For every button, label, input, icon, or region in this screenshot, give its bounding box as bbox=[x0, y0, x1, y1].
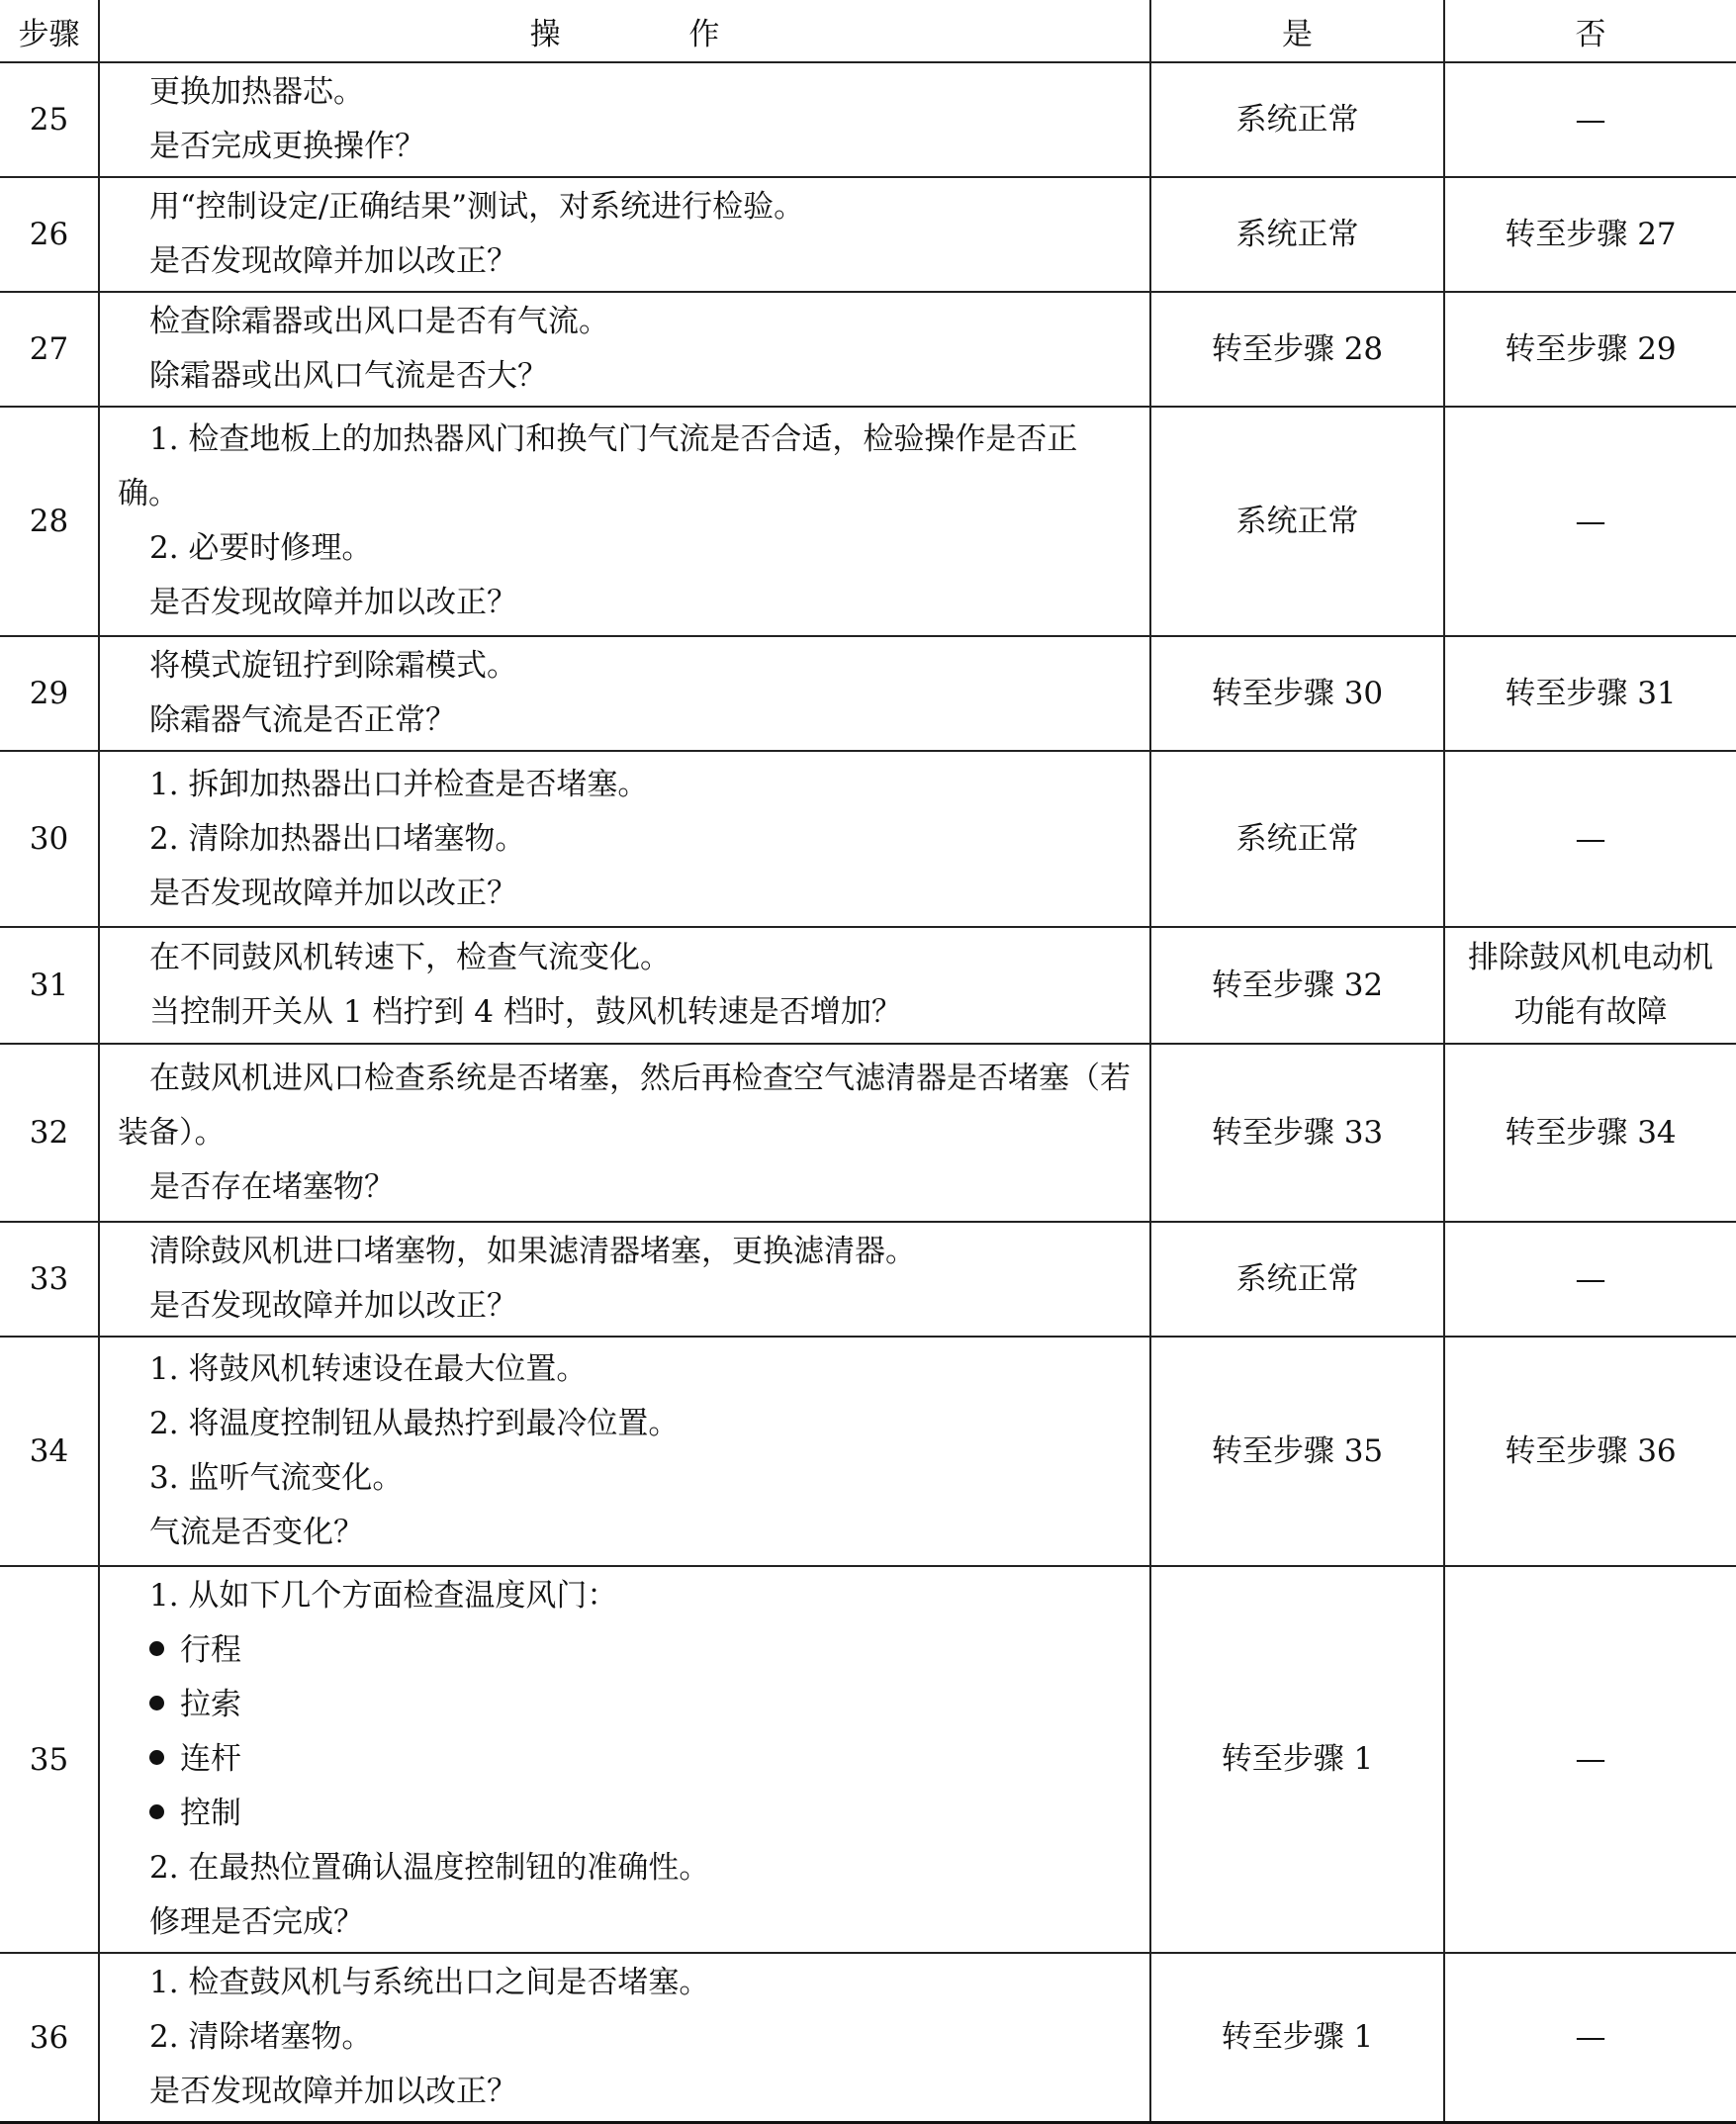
operation-line: 1. 从如下几个方面检查温度风门： bbox=[149, 1578, 618, 1614]
header-yes: 是 bbox=[1150, 0, 1444, 62]
no-result: — bbox=[1444, 62, 1736, 177]
operation-cell bbox=[99, 1222, 1150, 1337]
bullet-text: 连杆 bbox=[180, 1741, 241, 1777]
operation-line: 2. 清除加热器出口堵塞物。 bbox=[149, 820, 526, 857]
operation-cell bbox=[99, 636, 1150, 751]
step-number: 29 bbox=[0, 636, 99, 751]
header-operation: 操 作 bbox=[99, 0, 1150, 62]
no-result: 排除鼓风机电动机功能有故障 bbox=[1444, 927, 1736, 1044]
operation-line: 1. 将鼓风机转速设在最大位置。 bbox=[149, 1351, 588, 1387]
yes-result: 系统正常 bbox=[1150, 407, 1444, 636]
yes-result: 系统正常 bbox=[1150, 751, 1444, 927]
operation-question: 是否发现故障并加以改正？ bbox=[149, 2074, 517, 2109]
bullet-text: 行程 bbox=[180, 1632, 241, 1668]
step-number: 31 bbox=[0, 927, 99, 1044]
operation-question: 除霜器气流是否正常？ bbox=[149, 702, 456, 738]
operation-cell bbox=[99, 62, 1150, 177]
operation-line: 更换加热器芯。 bbox=[149, 74, 364, 110]
step-number: 36 bbox=[0, 1953, 99, 2123]
table-row bbox=[0, 1566, 1736, 1953]
table-row bbox=[0, 407, 1736, 636]
operation-question: 是否存在堵塞物？ bbox=[149, 1168, 395, 1205]
step-number: 32 bbox=[0, 1044, 99, 1222]
step-number: 27 bbox=[0, 292, 99, 407]
table-row bbox=[0, 177, 1736, 292]
operation-line: 2. 在最热位置确认温度控制钮的准确性。 bbox=[149, 1850, 710, 1886]
table-row bbox=[0, 1337, 1736, 1566]
step-number: 33 bbox=[0, 1222, 99, 1337]
table-row bbox=[0, 927, 1736, 1044]
no-result: 转至步骤 36 bbox=[1444, 1337, 1736, 1566]
operation-line: 3. 监听气流变化。 bbox=[149, 1460, 404, 1496]
bullet-item bbox=[118, 1678, 1134, 1732]
header-no: 否 bbox=[1444, 0, 1736, 62]
yes-result: 系统正常 bbox=[1150, 177, 1444, 292]
no-result: 转至步骤 27 bbox=[1444, 177, 1736, 292]
operation-line: 1. 检查地板上的加热器风门和换气门气流是否合适，检验操作是否正确。 bbox=[118, 421, 1078, 511]
bullet-dot-icon bbox=[149, 1750, 164, 1765]
table-row bbox=[0, 751, 1736, 927]
operation-cell bbox=[99, 927, 1150, 1044]
operation-line: 2. 必要时修理。 bbox=[149, 530, 373, 566]
operation-question: 除霜器或出风口气流是否大？ bbox=[149, 358, 548, 394]
operation-line: 清除鼓风机进口堵塞物，如果滤清器堵塞，更换滤清器。 bbox=[149, 1234, 916, 1269]
table-row bbox=[0, 1044, 1736, 1222]
no-result: — bbox=[1444, 1566, 1736, 1953]
header-row bbox=[0, 0, 1736, 62]
yes-result: 转至步骤 33 bbox=[1150, 1044, 1444, 1222]
operation-question: 是否发现故障并加以改正？ bbox=[149, 1288, 517, 1324]
operation-question: 是否发现故障并加以改正？ bbox=[149, 875, 517, 911]
table-row bbox=[0, 1953, 1736, 2123]
operation-cell bbox=[99, 1337, 1150, 1566]
no-result: 转至步骤 31 bbox=[1444, 636, 1736, 751]
operation-line: 将模式旋钮拧到除霜模式。 bbox=[149, 648, 517, 684]
no-result: — bbox=[1444, 1953, 1736, 2123]
no-result: 转至步骤 29 bbox=[1444, 292, 1736, 407]
table-row bbox=[0, 1222, 1736, 1337]
operation-line: 在鼓风机进风口检查系统是否堵塞，然后再检查空气滤清器是否堵塞（若装备）。 bbox=[118, 1060, 1131, 1151]
operation-line: 1. 拆卸加热器出口并检查是否堵塞。 bbox=[149, 766, 649, 802]
bullet-text: 拉索 bbox=[180, 1687, 241, 1722]
operation-question: 是否发现故障并加以改正？ bbox=[149, 585, 517, 620]
yes-result: 转至步骤 32 bbox=[1150, 927, 1444, 1044]
yes-result: 系统正常 bbox=[1150, 62, 1444, 177]
yes-result: 转至步骤 1 bbox=[1150, 1566, 1444, 1953]
operation-cell bbox=[99, 1044, 1150, 1222]
operation-line: 检查除霜器或出风口是否有气流。 bbox=[149, 304, 609, 339]
operation-line: 在不同鼓风机转速下，检查气流变化。 bbox=[149, 940, 671, 975]
operation-line: 2. 清除堵塞物。 bbox=[149, 2019, 373, 2055]
bullet-dot-icon bbox=[149, 1641, 164, 1656]
operation-question: 修理是否完成？ bbox=[149, 1904, 364, 1940]
bullet-item bbox=[118, 1732, 1134, 1787]
operation-question: 当控制开关从 1 档拧到 4 档时，鼓风机转速是否增加？ bbox=[149, 994, 902, 1030]
table-row bbox=[0, 62, 1736, 177]
yes-result: 转至步骤 35 bbox=[1150, 1337, 1444, 1566]
yes-result: 转至步骤 30 bbox=[1150, 636, 1444, 751]
operation-question: 是否完成更换操作？ bbox=[149, 129, 425, 164]
table-row bbox=[0, 636, 1736, 751]
no-result: — bbox=[1444, 407, 1736, 636]
operation-line: 2. 将温度控制钮从最热拧到最冷位置。 bbox=[149, 1406, 680, 1441]
no-result: 转至步骤 34 bbox=[1444, 1044, 1736, 1222]
operation-cell bbox=[99, 407, 1150, 636]
bullet-text: 控制 bbox=[180, 1796, 241, 1831]
operation-line: 用“控制设定/正确结果”测试，对系统进行检验。 bbox=[149, 189, 805, 225]
yes-result: 系统正常 bbox=[1150, 1222, 1444, 1337]
step-number: 25 bbox=[0, 62, 99, 177]
no-result: — bbox=[1444, 751, 1736, 927]
operation-cell bbox=[99, 751, 1150, 927]
operation-cell bbox=[99, 1566, 1150, 1953]
table-row bbox=[0, 292, 1736, 407]
operation-cell bbox=[99, 177, 1150, 292]
step-number: 28 bbox=[0, 407, 99, 636]
bullet-dot-icon bbox=[149, 1804, 164, 1819]
bullet-dot-icon bbox=[149, 1696, 164, 1710]
step-number: 26 bbox=[0, 177, 99, 292]
yes-result: 转至步骤 1 bbox=[1150, 1953, 1444, 2123]
step-number: 35 bbox=[0, 1566, 99, 1953]
step-number: 30 bbox=[0, 751, 99, 927]
step-number: 34 bbox=[0, 1337, 99, 1566]
bullet-item bbox=[118, 1623, 1134, 1678]
no-result: — bbox=[1444, 1222, 1736, 1337]
header-step: 步骤 bbox=[0, 0, 99, 62]
operation-line: 1. 检查鼓风机与系统出口之间是否堵塞。 bbox=[149, 1965, 710, 2000]
operation-question: 气流是否变化？ bbox=[149, 1515, 364, 1550]
bullet-item bbox=[118, 1787, 1134, 1841]
yes-result: 转至步骤 28 bbox=[1150, 292, 1444, 407]
operation-question: 是否发现故障并加以改正？ bbox=[149, 243, 517, 279]
operation-cell bbox=[99, 292, 1150, 407]
operation-cell bbox=[99, 1953, 1150, 2123]
